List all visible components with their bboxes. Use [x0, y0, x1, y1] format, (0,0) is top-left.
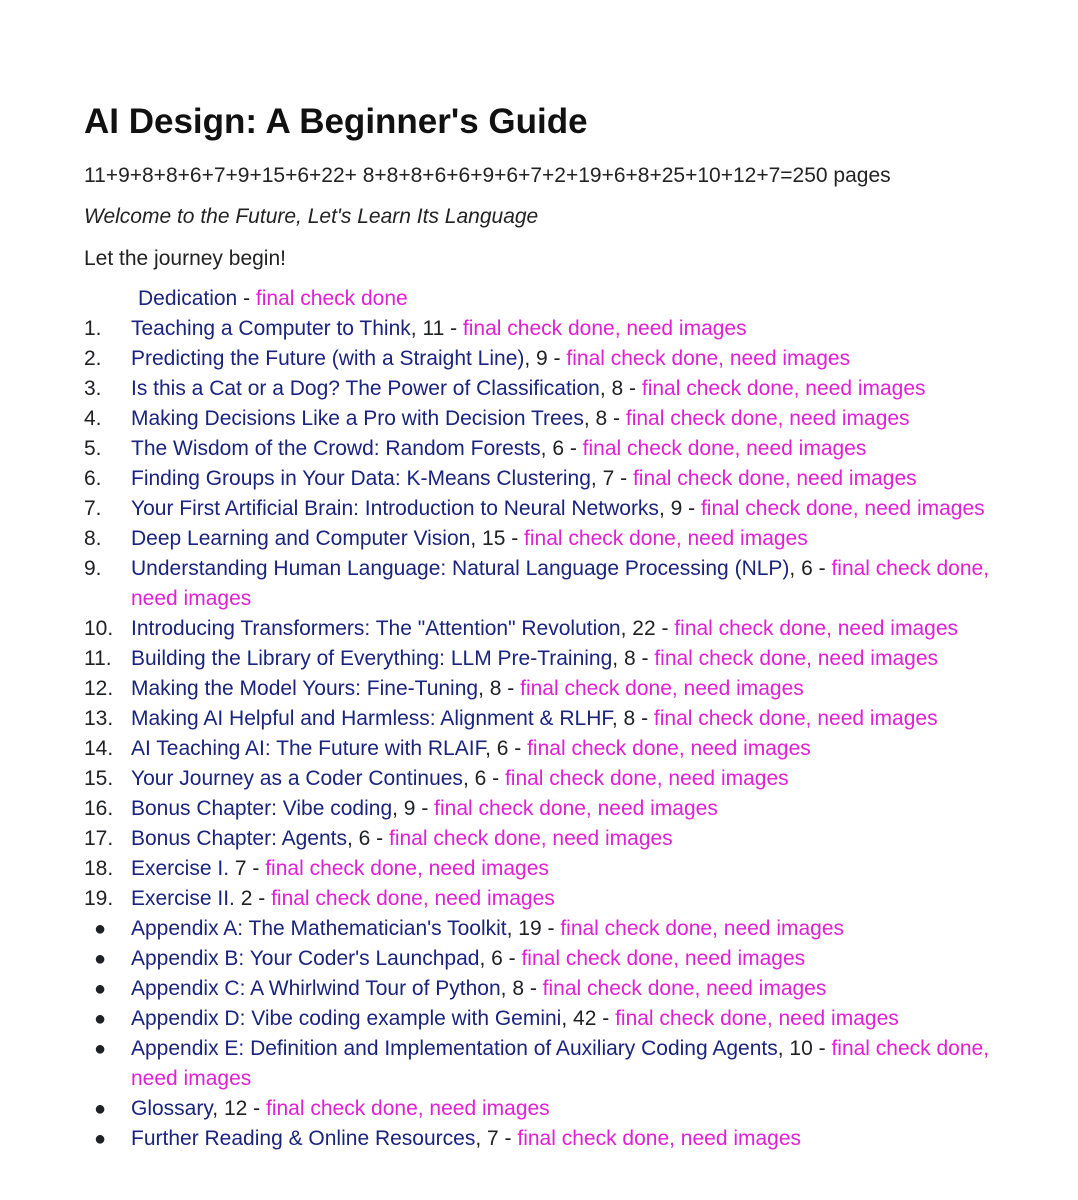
- appendix-title: Appendix A: The Mathematician's Toolkit: [131, 917, 507, 940]
- toc-chapter-row[interactable]: [84, 704, 1021, 734]
- chapter-pages: 7 -: [229, 857, 266, 880]
- bullet-icon: ●: [94, 1128, 107, 1150]
- bullet-icon: ●: [94, 1008, 107, 1030]
- chapter-title: Exercise II.: [131, 887, 235, 910]
- toc-appendix-row[interactable]: [84, 1124, 1021, 1154]
- chapter-number: 9.: [84, 557, 102, 580]
- toc-appendix-row[interactable]: [84, 1034, 1021, 1094]
- chapter-number: 19.: [84, 887, 114, 910]
- chapter-status: final check done, need images: [566, 347, 851, 370]
- chapter-number: 11.: [84, 647, 112, 670]
- chapter-pages: 2 -: [234, 887, 272, 910]
- page-count-line: 11+9+8+8+6+7+9+15+6+22+ 8+8+8+6+6+9+6+7+2+19+6+8+25+10+12+7=250 pages: [84, 164, 891, 187]
- chapter-title: Understanding Human Language: Natural Language Processing (NLP): [131, 557, 790, 580]
- appendix-pages: , 8 -: [500, 977, 543, 1000]
- toc-chapter-row[interactable]: [84, 674, 1021, 704]
- appendix-pages: , 19 -: [506, 917, 561, 940]
- table-of-contents: [84, 284, 1044, 1154]
- chapter-status: final check done, need images: [674, 617, 958, 640]
- toc-appendix-row[interactable]: [84, 944, 1021, 974]
- chapter-status: final check done, need images: [632, 467, 917, 490]
- chapter-status: final check done, need images: [265, 857, 549, 880]
- chapter-status: final check done, need images: [700, 497, 985, 520]
- toc-appendix-row[interactable]: [84, 1004, 1021, 1034]
- chapter-pages: , 8 -: [612, 647, 655, 670]
- toc-chapter-row[interactable]: [84, 734, 1021, 764]
- chapter-pages: , 9 -: [392, 797, 435, 820]
- chapter-status: final check done, need images: [641, 377, 926, 400]
- chapter-pages: , 6 -: [462, 767, 505, 790]
- intro-text: Let the journey begin!: [84, 247, 286, 270]
- appendix-pages: , 12 -: [212, 1097, 266, 1120]
- tagline: Welcome to the Future, Let's Learn Its Language: [84, 205, 539, 228]
- toc-chapter-row[interactable]: [84, 314, 1021, 344]
- chapter-pages: , 15 -: [470, 527, 525, 550]
- document-title: AI Design: A Beginner's Guide: [84, 102, 588, 141]
- appendix-title: Appendix C: A Whirlwind Tour of Python: [131, 977, 501, 1000]
- chapter-title: Making Decisions Like a Pro with Decision Trees: [131, 407, 584, 430]
- appendix-status: final check done, need images: [542, 977, 827, 1000]
- chapter-title: Building the Library of Everything: LLM Pre-Training: [131, 647, 613, 670]
- chapter-status: final check done, need images: [625, 407, 910, 430]
- chapter-number: 10.: [84, 617, 114, 640]
- toc-appendix-row[interactable]: [84, 1094, 1021, 1124]
- chapter-status: final check done, need images: [524, 527, 808, 550]
- toc-chapter-row[interactable]: [84, 494, 1021, 524]
- chapter-number: 15.: [84, 767, 114, 790]
- toc-appendix-row[interactable]: [84, 914, 1021, 944]
- chapter-title: Making AI Helpful and Harmless: Alignment & RLHF: [131, 707, 612, 730]
- toc-chapter-row[interactable]: [84, 614, 1021, 644]
- chapter-pages: , 9 -: [658, 497, 701, 520]
- chapter-title: Bonus Chapter: Agents: [131, 827, 347, 850]
- toc-appendix-row[interactable]: [84, 974, 1021, 1004]
- bullet-icon: ●: [94, 918, 107, 940]
- bullet-icon: ●: [94, 948, 107, 970]
- toc-chapter-row[interactable]: [84, 794, 1021, 824]
- chapter-title: Predicting the Future (with a Straight Line): [131, 347, 525, 370]
- chapter-title: Finding Groups in Your Data: K-Means Clustering: [131, 467, 591, 490]
- bullet-icon: ●: [94, 978, 107, 1000]
- toc-chapter-row[interactable]: [84, 764, 1021, 794]
- chapter-number: 3.: [84, 377, 102, 400]
- chapter-number: 7.: [84, 497, 102, 520]
- toc-chapter-row[interactable]: [84, 854, 1021, 884]
- dedication-separator: -: [237, 287, 256, 310]
- appendix-title: Appendix B: Your Coder's Launchpad: [131, 947, 480, 970]
- bullet-icon: ●: [94, 1038, 107, 1060]
- chapter-number: 12.: [84, 677, 114, 700]
- chapter-number: 14.: [84, 737, 114, 760]
- chapter-pages: , 8 -: [599, 377, 642, 400]
- chapter-number: 4.: [84, 407, 102, 430]
- appendix-status: final check done, need images: [266, 1097, 550, 1120]
- appendix-status: final check done, need images: [560, 917, 845, 940]
- appendix-title: Appendix D: Vibe coding example with Gemini: [131, 1007, 562, 1030]
- chapter-status: final check done, need images: [504, 767, 789, 790]
- toc-chapter-row[interactable]: [84, 464, 1021, 494]
- chapter-number: 18.: [84, 857, 114, 880]
- chapter-status: final check done, need images: [131, 557, 990, 610]
- chapter-number: 5.: [84, 437, 102, 460]
- chapter-pages: , 7 -: [590, 467, 633, 490]
- appendix-title: Further Reading & Online Resources: [131, 1127, 476, 1150]
- appendix-pages: , 7 -: [475, 1127, 518, 1150]
- chapter-pages: , 6 -: [346, 827, 389, 850]
- chapter-pages: , 9 -: [524, 347, 567, 370]
- appendix-status: final check done, need images: [615, 1007, 899, 1030]
- toc-dedication[interactable]: [84, 284, 1028, 314]
- chapter-pages: , 22 -: [620, 617, 675, 640]
- dedication-status: final check done: [255, 287, 408, 310]
- chapter-pages: , 6 -: [485, 737, 528, 760]
- chapter-number: 13.: [84, 707, 114, 730]
- chapter-number: 6.: [84, 467, 102, 490]
- chapter-title: Bonus Chapter: Vibe coding: [131, 797, 393, 820]
- chapter-status: final check done, need images: [434, 797, 718, 820]
- appendix-status: final check done, need images: [521, 947, 806, 970]
- chapter-status: final check done, need images: [582, 437, 867, 460]
- chapter-title: Your First Artificial Brain: Introduction to Neural Networks: [131, 497, 659, 520]
- chapter-status: final check done, need images: [654, 647, 938, 670]
- chapter-pages: , 8 -: [583, 407, 626, 430]
- bullet-icon: ●: [94, 1098, 107, 1120]
- document-page: [84, 100, 1044, 1154]
- chapter-title: Your Journey as a Coder Continues: [131, 767, 463, 790]
- toc-chapter-row[interactable]: [84, 644, 1021, 674]
- chapter-title: Teaching a Computer to Think: [131, 317, 411, 340]
- chapter-status: final check done, need images: [271, 887, 555, 910]
- chapter-title: Deep Learning and Computer Vision: [131, 527, 471, 550]
- toc-chapter-row[interactable]: [84, 374, 1021, 404]
- appendix-status: final check done, need images: [131, 1037, 990, 1090]
- appendix-title: Appendix E: Definition and Implementation of Auxiliary Coding Agents: [131, 1037, 778, 1060]
- chapter-pages: , 8 -: [478, 677, 521, 700]
- appendix-pages: , 6 -: [479, 947, 522, 970]
- toc-chapter-row[interactable]: [84, 554, 1021, 614]
- toc-chapter-row[interactable]: [84, 524, 1021, 554]
- toc-chapter-row[interactable]: [84, 434, 1021, 464]
- chapter-title: Making the Model Yours: Fine-Tuning: [131, 677, 479, 700]
- chapter-number: 2.: [84, 347, 102, 370]
- dedication-label: Dedication: [138, 287, 238, 310]
- appendix-status: final check done, need images: [517, 1127, 802, 1150]
- toc-chapter-row[interactable]: [84, 344, 1021, 374]
- chapter-status: final check done, need images: [520, 677, 804, 700]
- chapter-status: final check done, need images: [653, 707, 938, 730]
- chapter-number: 16.: [84, 797, 114, 820]
- chapter-title: Is this a Cat or a Dog? The Power of Classification: [131, 377, 600, 400]
- appendix-pages: , 10 -: [777, 1037, 832, 1060]
- chapter-number: 1.: [84, 317, 102, 340]
- chapter-title: Exercise I.: [131, 857, 230, 880]
- chapter-pages: , 6 -: [789, 557, 832, 580]
- toc-chapter-row[interactable]: [84, 404, 1021, 434]
- toc-chapter-row[interactable]: [84, 884, 1021, 914]
- chapter-pages: , 6 -: [540, 437, 583, 460]
- chapter-number: 17.: [84, 827, 114, 850]
- chapter-status: final check done, need images: [527, 737, 811, 760]
- chapter-title: AI Teaching AI: The Future with RLAIF: [131, 737, 486, 760]
- chapter-title: Introducing Transformers: The "Attention" Revolution: [131, 617, 621, 640]
- chapter-title: The Wisdom of the Crowd: Random Forests: [131, 437, 541, 460]
- chapter-pages: , 8 -: [611, 707, 654, 730]
- chapter-status: final check done, need images: [462, 317, 747, 340]
- toc-chapter-row[interactable]: [84, 824, 1021, 854]
- chapter-pages: , 11 -: [410, 317, 463, 340]
- chapter-status: final check done, need images: [389, 827, 673, 850]
- chapter-number: 8.: [84, 527, 102, 550]
- appendix-title: Glossary: [131, 1097, 213, 1120]
- appendix-pages: , 42 -: [561, 1007, 616, 1030]
